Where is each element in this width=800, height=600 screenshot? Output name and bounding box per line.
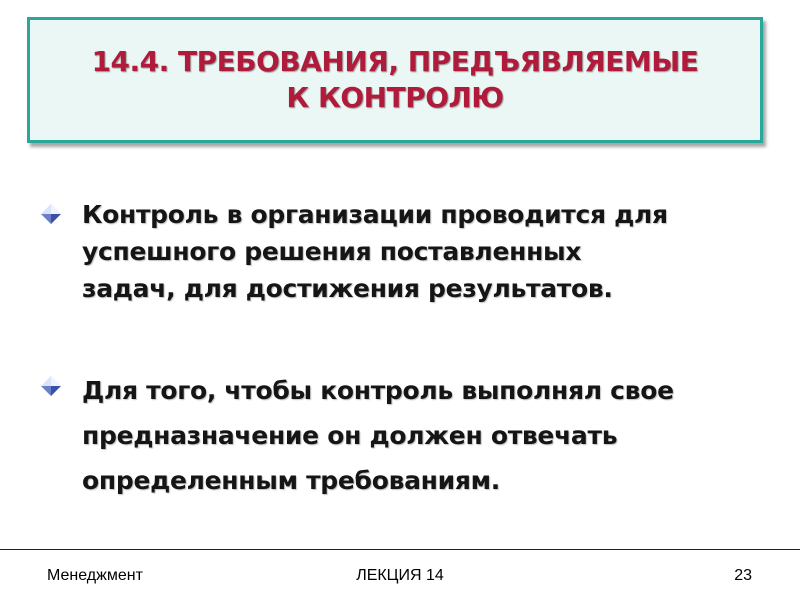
bullet-text-2	[82, 368, 674, 503]
bullet-1-line-2: успешного решения поставленных	[82, 237, 582, 266]
bullet-item-1	[40, 196, 780, 307]
footer-divider	[0, 549, 800, 550]
bullet-2-line-2: предназначение он должен отвечать	[82, 421, 618, 450]
bullet-2-line-1: Для того, чтобы контроль выполнял свое	[82, 376, 674, 405]
slide-title-box	[27, 17, 763, 143]
footer-lecture-label: ЛЕКЦИЯ 14	[356, 567, 444, 584]
footer-page-number: 23	[734, 567, 752, 584]
slide-title-line-1: 14.4. ТРЕБОВАНИЯ, ПРЕДЪЯВЛЯЕМЫЕ	[91, 45, 699, 78]
bullet-2-line-3: определенным требованиям.	[82, 466, 500, 495]
bullet-1-line-1: Контроль в организации проводится для	[82, 200, 668, 229]
bullet-text-1	[82, 196, 668, 307]
diamond-bullet-icon	[40, 203, 62, 225]
slide-title-line-2: К КОНТРОЛЮ	[286, 81, 504, 114]
bullet-1-line-3: задач, для достижения результатов.	[82, 274, 613, 303]
footer-course-name: Менеджмент	[47, 567, 143, 584]
bullet-item-2	[40, 368, 780, 503]
diamond-bullet-icon	[40, 375, 62, 397]
